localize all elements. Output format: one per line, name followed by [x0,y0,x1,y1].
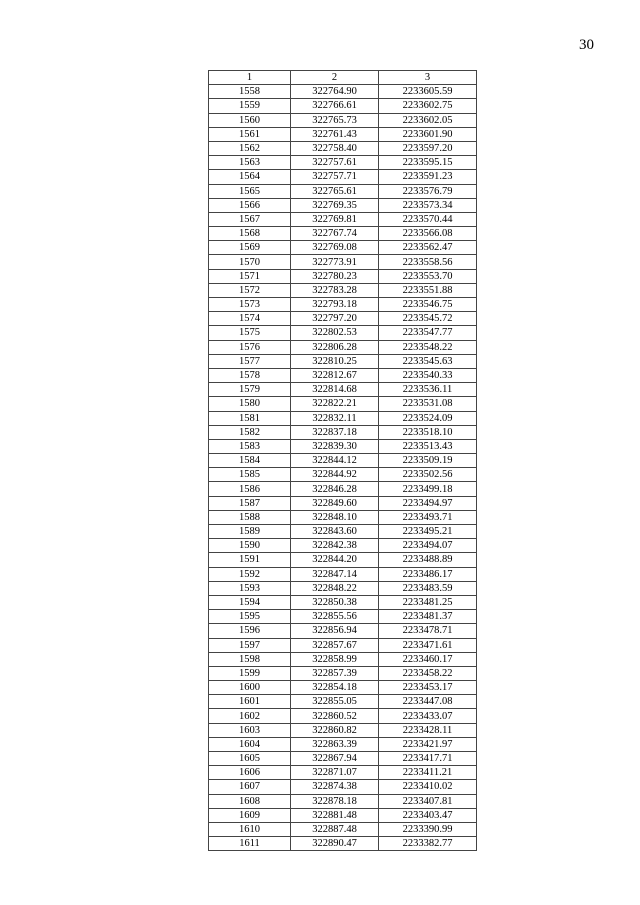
y-coordinate-cell: 2233410.02 [379,780,477,794]
table-row [209,156,477,170]
y-coordinate-cell: 2233531.08 [379,397,477,411]
table-row [209,383,477,397]
table-row [209,723,477,737]
point-number-cell: 1609 [209,808,291,822]
x-coordinate-cell: 322860.82 [291,723,379,737]
x-coordinate-cell: 322812.67 [291,368,379,382]
x-coordinate-cell: 322758.40 [291,141,379,155]
table-row [209,368,477,382]
y-coordinate-cell: 2233601.90 [379,127,477,141]
point-number-cell: 1581 [209,411,291,425]
point-number-cell: 1572 [209,283,291,297]
point-number-cell: 1602 [209,709,291,723]
table-row [209,425,477,439]
table-header-row [209,71,477,85]
table-row [209,85,477,99]
table-row [209,737,477,751]
y-coordinate-cell: 2233481.25 [379,595,477,609]
y-coordinate-cell: 2233547.77 [379,326,477,340]
table-row [209,610,477,624]
y-coordinate-cell: 2233407.81 [379,794,477,808]
point-number-cell: 1604 [209,737,291,751]
x-coordinate-cell: 322844.20 [291,553,379,567]
y-coordinate-cell: 2233494.07 [379,539,477,553]
table-row [209,312,477,326]
table-row [209,439,477,453]
table-row [209,638,477,652]
y-coordinate-cell: 2233545.63 [379,354,477,368]
point-number-cell: 1611 [209,837,291,851]
x-coordinate-cell: 322847.14 [291,567,379,581]
x-coordinate-cell: 322874.38 [291,780,379,794]
y-coordinate-cell: 2233573.34 [379,198,477,212]
x-coordinate-cell: 322860.52 [291,709,379,723]
x-coordinate-cell: 322822.21 [291,397,379,411]
table-row [209,397,477,411]
x-coordinate-cell: 322855.56 [291,610,379,624]
x-coordinate-cell: 322765.61 [291,184,379,198]
table-row [209,468,477,482]
table-row [209,808,477,822]
y-coordinate-cell: 2233453.17 [379,681,477,695]
table-row [209,482,477,496]
x-coordinate-cell: 322855.05 [291,695,379,709]
point-number-cell: 1579 [209,383,291,397]
x-coordinate-cell: 322842.38 [291,539,379,553]
point-number-cell: 1558 [209,85,291,99]
point-number-cell: 1570 [209,255,291,269]
table-row [209,354,477,368]
point-number-cell: 1563 [209,156,291,170]
point-number-cell: 1586 [209,482,291,496]
point-number-cell: 1566 [209,198,291,212]
coordinates-table [208,70,477,851]
x-coordinate-cell: 322769.35 [291,198,379,212]
x-coordinate-cell: 322878.18 [291,794,379,808]
y-coordinate-cell: 2233486.17 [379,567,477,581]
y-coordinate-cell: 2233481.37 [379,610,477,624]
x-coordinate-cell: 322780.23 [291,269,379,283]
y-coordinate-cell: 2233602.75 [379,99,477,113]
y-coordinate-cell: 2233417.71 [379,752,477,766]
x-coordinate-cell: 322844.92 [291,468,379,482]
table-row [209,822,477,836]
point-number-cell: 1583 [209,439,291,453]
y-coordinate-cell: 2233495.21 [379,525,477,539]
point-number-cell: 1608 [209,794,291,808]
x-coordinate-cell: 322839.30 [291,439,379,453]
point-number-cell: 1610 [209,822,291,836]
x-coordinate-cell: 322849.60 [291,496,379,510]
column-header-2: 2 [291,71,379,85]
y-coordinate-cell: 2233545.72 [379,312,477,326]
table-row [209,269,477,283]
y-coordinate-cell: 2233382.77 [379,837,477,851]
point-number-cell: 1560 [209,113,291,127]
point-number-cell: 1561 [209,127,291,141]
x-coordinate-cell: 322867.94 [291,752,379,766]
point-number-cell: 1567 [209,212,291,226]
x-coordinate-cell: 322810.25 [291,354,379,368]
y-coordinate-cell: 2233447.08 [379,695,477,709]
y-coordinate-cell: 2233502.56 [379,468,477,482]
point-number-cell: 1578 [209,368,291,382]
point-number-cell: 1588 [209,510,291,524]
table-row [209,99,477,113]
point-number-cell: 1594 [209,595,291,609]
point-number-cell: 1571 [209,269,291,283]
x-coordinate-cell: 322766.61 [291,99,379,113]
point-number-cell: 1562 [209,141,291,155]
x-coordinate-cell: 322858.99 [291,652,379,666]
x-coordinate-cell: 322769.08 [291,241,379,255]
x-coordinate-cell: 322848.10 [291,510,379,524]
point-number-cell: 1575 [209,326,291,340]
point-number-cell: 1593 [209,581,291,595]
table-row [209,113,477,127]
point-number-cell: 1573 [209,298,291,312]
y-coordinate-cell: 2233494.97 [379,496,477,510]
y-coordinate-cell: 2233483.59 [379,581,477,595]
table-row [209,525,477,539]
x-coordinate-cell: 322797.20 [291,312,379,326]
y-coordinate-cell: 2233428.11 [379,723,477,737]
table-row [209,539,477,553]
point-number-cell: 1564 [209,170,291,184]
point-number-cell: 1597 [209,638,291,652]
y-coordinate-cell: 2233540.33 [379,368,477,382]
point-number-cell: 1607 [209,780,291,794]
column-header-3: 3 [379,71,477,85]
x-coordinate-cell: 322757.71 [291,170,379,184]
x-coordinate-cell: 322843.60 [291,525,379,539]
y-coordinate-cell: 2233553.70 [379,269,477,283]
x-coordinate-cell: 322757.61 [291,156,379,170]
table-row [209,454,477,468]
y-coordinate-cell: 2233411.21 [379,766,477,780]
point-number-cell: 1600 [209,681,291,695]
table-row [209,298,477,312]
x-coordinate-cell: 322761.43 [291,127,379,141]
y-coordinate-cell: 2233605.59 [379,85,477,99]
x-coordinate-cell: 322793.18 [291,298,379,312]
table-row [209,170,477,184]
x-coordinate-cell: 322887.48 [291,822,379,836]
x-coordinate-cell: 322850.38 [291,595,379,609]
x-coordinate-cell: 322832.11 [291,411,379,425]
table-row [209,510,477,524]
y-coordinate-cell: 2233595.15 [379,156,477,170]
x-coordinate-cell: 322764.90 [291,85,379,99]
point-number-cell: 1590 [209,539,291,553]
y-coordinate-cell: 2233421.97 [379,737,477,751]
table-row [209,567,477,581]
y-coordinate-cell: 2233548.22 [379,340,477,354]
table-row [209,212,477,226]
point-number-cell: 1595 [209,610,291,624]
y-coordinate-cell: 2233602.05 [379,113,477,127]
y-coordinate-cell: 2233513.43 [379,439,477,453]
table-row [209,695,477,709]
point-number-cell: 1605 [209,752,291,766]
x-coordinate-cell: 322767.74 [291,227,379,241]
table-row [209,581,477,595]
x-coordinate-cell: 322806.28 [291,340,379,354]
point-number-cell: 1599 [209,666,291,680]
y-coordinate-cell: 2233460.17 [379,652,477,666]
x-coordinate-cell: 322848.22 [291,581,379,595]
y-coordinate-cell: 2233570.44 [379,212,477,226]
x-coordinate-cell: 322857.67 [291,638,379,652]
table-row [209,780,477,794]
page-number: 30 [579,37,594,53]
point-number-cell: 1598 [209,652,291,666]
point-number-cell: 1576 [209,340,291,354]
table-row [209,652,477,666]
y-coordinate-cell: 2233551.88 [379,283,477,297]
point-number-cell: 1559 [209,99,291,113]
table-row [209,127,477,141]
point-number-cell: 1580 [209,397,291,411]
x-coordinate-cell: 322881.48 [291,808,379,822]
table-row [209,553,477,567]
y-coordinate-cell: 2233597.20 [379,141,477,155]
x-coordinate-cell: 322863.39 [291,737,379,751]
table-row [209,766,477,780]
x-coordinate-cell: 322837.18 [291,425,379,439]
y-coordinate-cell: 2233471.61 [379,638,477,652]
x-coordinate-cell: 322769.81 [291,212,379,226]
point-number-cell: 1577 [209,354,291,368]
table-row [209,709,477,723]
point-number-cell: 1569 [209,241,291,255]
y-coordinate-cell: 2233499.18 [379,482,477,496]
x-coordinate-cell: 322765.73 [291,113,379,127]
y-coordinate-cell: 2233509.19 [379,454,477,468]
table-row [209,496,477,510]
point-number-cell: 1587 [209,496,291,510]
table-row [209,340,477,354]
table-row [209,681,477,695]
y-coordinate-cell: 2233524.09 [379,411,477,425]
point-number-cell: 1585 [209,468,291,482]
point-number-cell: 1603 [209,723,291,737]
point-number-cell: 1596 [209,624,291,638]
table-row [209,198,477,212]
table-row [209,411,477,425]
x-coordinate-cell: 322846.28 [291,482,379,496]
table-row [209,227,477,241]
y-coordinate-cell: 2233493.71 [379,510,477,524]
table-row [209,283,477,297]
point-number-cell: 1565 [209,184,291,198]
table-row [209,241,477,255]
y-coordinate-cell: 2233566.08 [379,227,477,241]
x-coordinate-cell: 322773.91 [291,255,379,269]
x-coordinate-cell: 322814.68 [291,383,379,397]
y-coordinate-cell: 2233390.99 [379,822,477,836]
point-number-cell: 1601 [209,695,291,709]
y-coordinate-cell: 2233562.47 [379,241,477,255]
point-number-cell: 1584 [209,454,291,468]
x-coordinate-cell: 322856.94 [291,624,379,638]
x-coordinate-cell: 322854.18 [291,681,379,695]
y-coordinate-cell: 2233488.89 [379,553,477,567]
y-coordinate-cell: 2233546.75 [379,298,477,312]
point-number-cell: 1568 [209,227,291,241]
table-row [209,794,477,808]
point-number-cell: 1606 [209,766,291,780]
table-row [209,666,477,680]
y-coordinate-cell: 2233576.79 [379,184,477,198]
point-number-cell: 1591 [209,553,291,567]
table-body [209,85,477,851]
column-header-1: 1 [209,71,291,85]
point-number-cell: 1574 [209,312,291,326]
y-coordinate-cell: 2233536.11 [379,383,477,397]
point-number-cell: 1589 [209,525,291,539]
y-coordinate-cell: 2233458.22 [379,666,477,680]
x-coordinate-cell: 322871.07 [291,766,379,780]
table-row [209,326,477,340]
x-coordinate-cell: 322802.53 [291,326,379,340]
table-row [209,624,477,638]
y-coordinate-cell: 2233591.23 [379,170,477,184]
table-row [209,255,477,269]
table-row [209,752,477,766]
x-coordinate-cell: 322857.39 [291,666,379,680]
y-coordinate-cell: 2233478.71 [379,624,477,638]
table-row [209,184,477,198]
point-number-cell: 1582 [209,425,291,439]
table-row [209,837,477,851]
x-coordinate-cell: 322844.12 [291,454,379,468]
y-coordinate-cell: 2233518.10 [379,425,477,439]
y-coordinate-cell: 2233433.07 [379,709,477,723]
x-coordinate-cell: 322890.47 [291,837,379,851]
point-number-cell: 1592 [209,567,291,581]
table-row [209,141,477,155]
table-row [209,595,477,609]
y-coordinate-cell: 2233558.56 [379,255,477,269]
y-coordinate-cell: 2233403.47 [379,808,477,822]
x-coordinate-cell: 322783.28 [291,283,379,297]
